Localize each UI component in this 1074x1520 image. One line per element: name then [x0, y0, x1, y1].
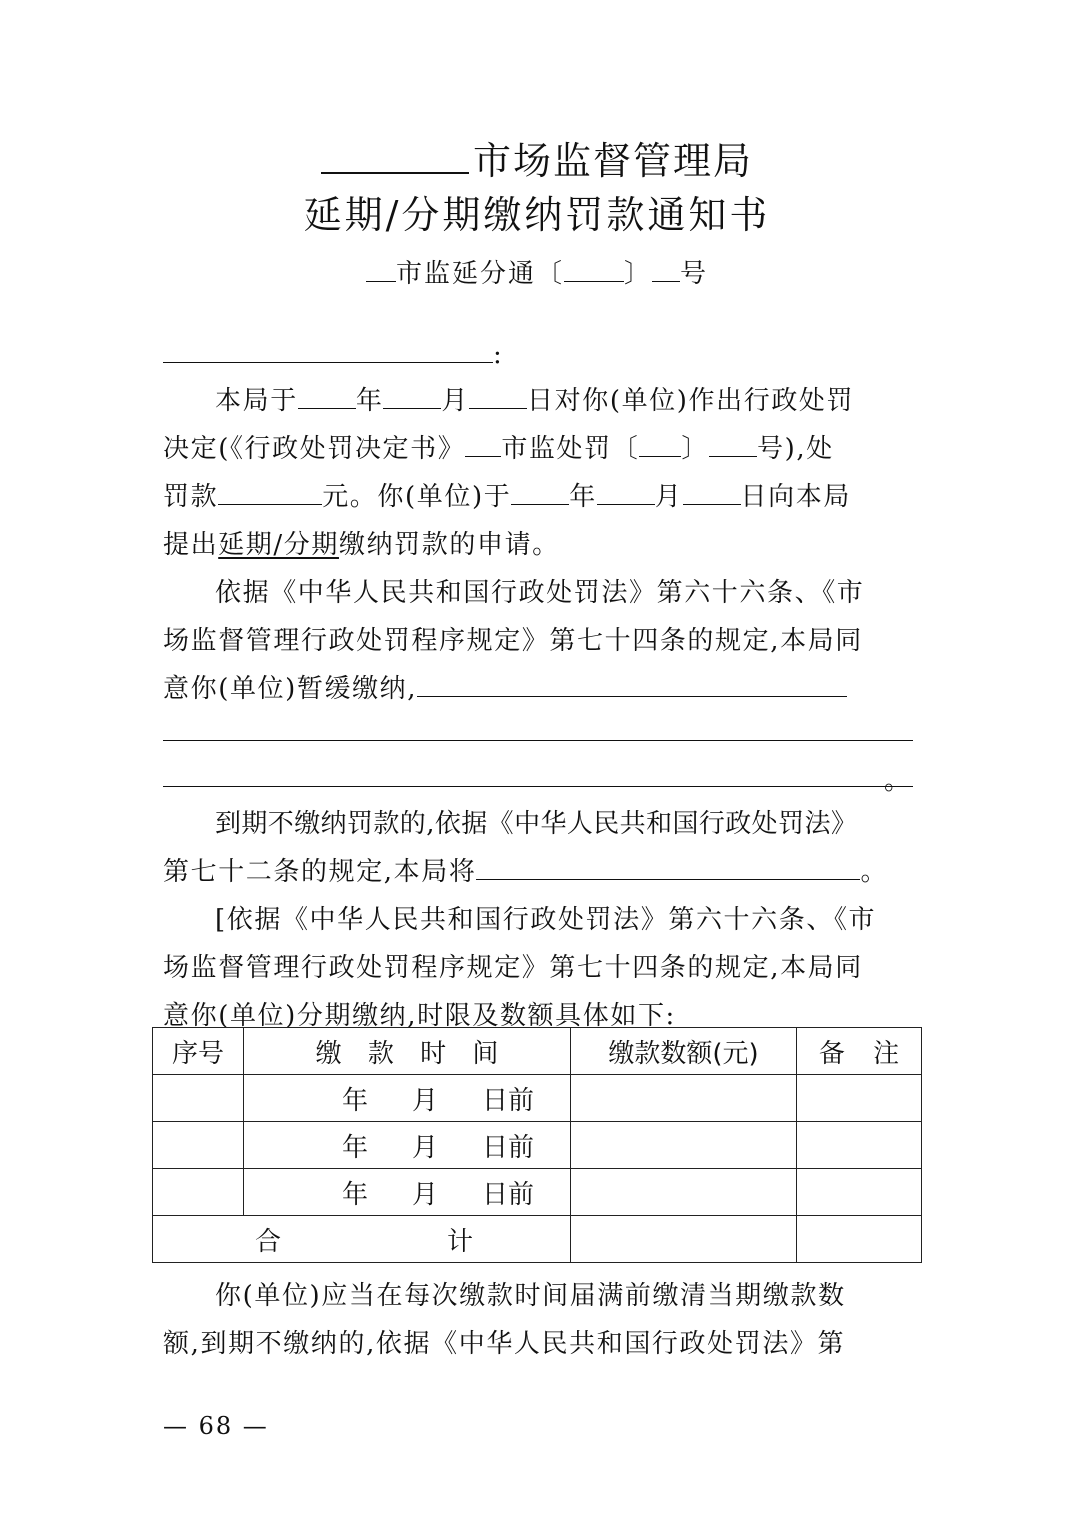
- blank: [709, 428, 757, 457]
- header-seq: 序号: [153, 1028, 244, 1075]
- month-label: 月: [412, 1179, 439, 1210]
- para5-line1: 你(单位)应当在每次缴款时间届满前缴清当期缴款数: [215, 1281, 846, 1311]
- para2-period: 。: [884, 766, 911, 796]
- blank: [298, 380, 356, 409]
- para2-line3: [163, 665, 913, 713]
- amount-cell: [571, 1122, 797, 1169]
- blank: [469, 380, 527, 409]
- deferral-terms-rule-1: [163, 740, 913, 741]
- month-label: 月: [441, 386, 470, 416]
- addressee-line: [163, 338, 502, 370]
- para1-line2: [163, 425, 913, 473]
- month-label: 月: [412, 1132, 439, 1163]
- para4-line1: [依据《中华人民共和国行政处罚法》第六十六条、《市: [215, 905, 877, 935]
- installment-table: [152, 1027, 922, 1263]
- measure-blank: [476, 851, 860, 880]
- para1-line1: [163, 377, 913, 425]
- remarks-cell: [797, 1122, 922, 1169]
- total-remarks-cell: [797, 1216, 922, 1263]
- docno-blank-3: [652, 255, 680, 282]
- day-label: 日前: [482, 1085, 535, 1116]
- para5-line2: 额,到期不缴纳的,依据《中华人民共和国行政处罚法》第: [163, 1329, 846, 1359]
- pay-time-cell: [244, 1169, 571, 1216]
- para3-period: 。: [860, 857, 889, 887]
- remarks-cell: [797, 1075, 922, 1122]
- total-label-a: 合: [255, 1226, 282, 1257]
- header-amount: 缴款数额(元): [571, 1028, 797, 1075]
- seq-cell: [153, 1122, 244, 1169]
- para1-text: 本局于: [215, 386, 298, 416]
- day-label: 日前: [482, 1179, 535, 1210]
- table-header-row: [153, 1028, 922, 1075]
- document-title: 延期/分期缴纳罚款通知书: [303, 193, 771, 237]
- header-pay-time: 缴 款 时 间: [244, 1028, 571, 1075]
- header-remarks: 备 注: [797, 1028, 922, 1075]
- document-number: [0, 255, 1074, 291]
- paragraph-overdue: [163, 800, 913, 1040]
- amount-cell: [571, 1075, 797, 1122]
- year-label: 年: [342, 1179, 369, 1210]
- para1-line3: [163, 473, 913, 521]
- month-label: 月: [654, 482, 683, 512]
- docno-text-a: 市监延分通〔: [395, 259, 564, 289]
- remarks-cell: [797, 1169, 922, 1216]
- docno-text-b: 〕: [623, 259, 652, 289]
- para2-line2: 场监督管理行政处罚程序规定》第七十四条的规定,本局同: [163, 626, 863, 656]
- docno-text-c: 号: [680, 259, 709, 289]
- blank: [597, 476, 655, 505]
- para1-text: 日对你(单位)作出行政处罚: [527, 386, 855, 416]
- blank: [639, 428, 681, 457]
- blank: [465, 428, 501, 457]
- docno-blank-2: [564, 255, 624, 282]
- day-label: 日前: [482, 1132, 535, 1163]
- para3-line1: 到期不缴纳罚款的,依据《中华人民共和国行政处罚法》: [215, 809, 858, 839]
- table-row: [153, 1169, 922, 1216]
- docno-blank-1: [366, 255, 396, 282]
- para1-text: 号),处: [756, 434, 834, 464]
- year-label: 年: [569, 482, 597, 512]
- para1-line4: [163, 521, 913, 569]
- para1-text: 〕: [681, 434, 709, 464]
- deferral-terms-rule-2: [163, 786, 913, 787]
- para4-line3: 意你(单位)分期缴纳,时限及数额具体如下:: [163, 1001, 676, 1031]
- pay-time-cell: [244, 1075, 571, 1122]
- addressee-blank: [163, 338, 493, 363]
- paragraph-installment-duty: [163, 1272, 913, 1368]
- para1-text: 缴纳罚款的申请。: [338, 530, 560, 560]
- table-row: [153, 1075, 922, 1122]
- page-number: — 68 —: [163, 1412, 269, 1440]
- para4-line2: 场监督管理行政处罚程序规定》第七十四条的规定,本局同: [163, 953, 863, 983]
- total-amount-cell: [571, 1216, 797, 1263]
- table-total-row: [153, 1216, 922, 1263]
- blank: [218, 476, 322, 505]
- para1-text: 提出: [163, 530, 219, 560]
- para1-text: 日向本局: [740, 482, 851, 512]
- para2-text: 意你(单位)暂缓缴纳,: [163, 674, 418, 704]
- agency-name-blank: [321, 138, 469, 174]
- seq-cell: [153, 1169, 244, 1216]
- para2-line1: 依据《中华人民共和国行政处罚法》第六十六条、《市: [215, 578, 865, 608]
- para1-text: 市监处罚〔: [501, 434, 640, 464]
- blank: [383, 380, 441, 409]
- total-label-cell: [153, 1216, 571, 1263]
- blank: [511, 476, 569, 505]
- amount-cell: [571, 1169, 797, 1216]
- addressee-colon: :: [493, 340, 502, 370]
- agency-title: [0, 138, 1074, 184]
- total-label-b: 计: [447, 1226, 474, 1257]
- para3-text: 第七十二条的规定,本局将: [163, 857, 477, 887]
- year-label: 年: [342, 1132, 369, 1163]
- agency-suffix: 市场监督管理局: [472, 139, 753, 183]
- blank: [683, 476, 741, 505]
- month-label: 月: [412, 1085, 439, 1116]
- para1-text: 元。你(单位)于: [322, 482, 512, 512]
- table-row: [153, 1122, 922, 1169]
- year-label: 年: [355, 386, 384, 416]
- deferral-terms-blank: [417, 668, 847, 697]
- para1-text: 罚款: [163, 482, 219, 512]
- seq-cell: [153, 1075, 244, 1122]
- year-label: 年: [342, 1085, 369, 1116]
- deferral-type-option: 延期/分期: [218, 530, 339, 560]
- pay-time-cell: [244, 1122, 571, 1169]
- paragraph-decision: [163, 377, 913, 713]
- para3-line2: [163, 848, 913, 896]
- para1-text: 决定(《行政处罚决定书》: [163, 434, 466, 464]
